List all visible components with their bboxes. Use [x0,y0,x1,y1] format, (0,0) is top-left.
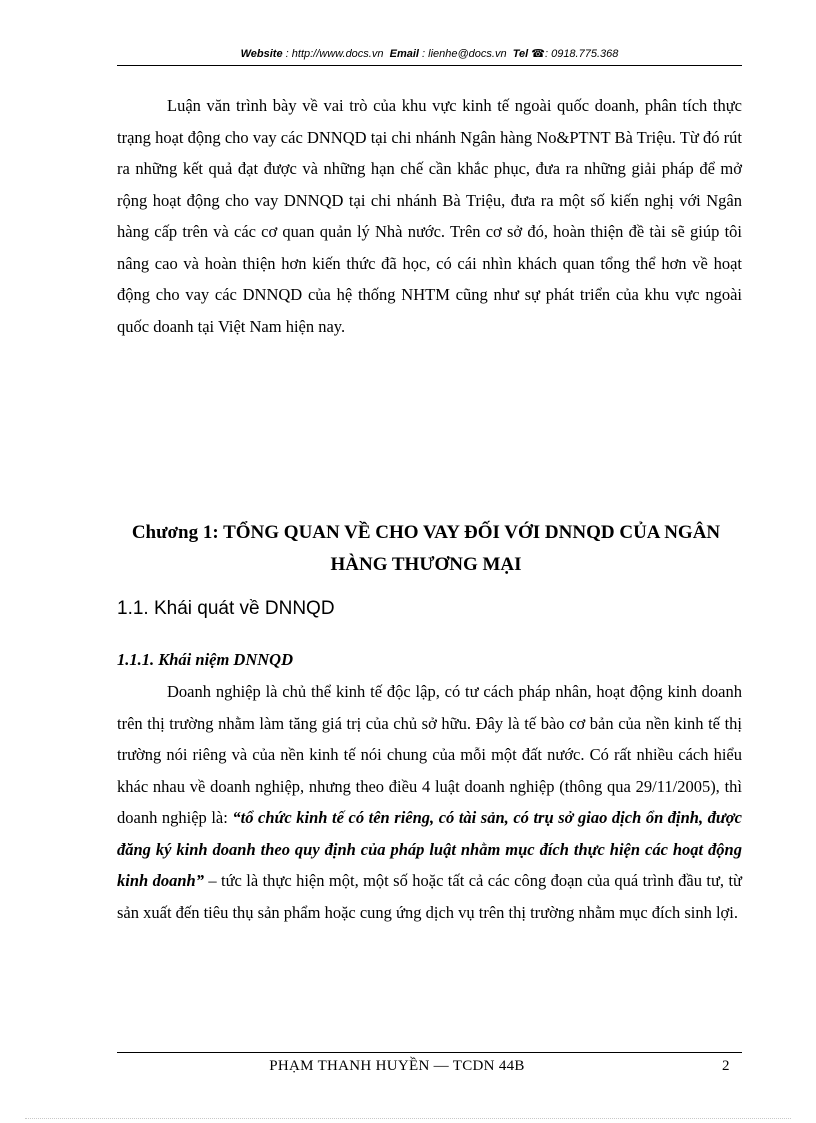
page-number: 2 [722,1058,730,1074]
definition-paragraph [117,676,742,928]
tel-value: : 0918.775.368 [544,48,619,60]
email-label: Email [389,48,419,60]
page-header [117,47,742,60]
tel-label: Tel [512,48,529,60]
definition-intro: Doanh nghiệp là chủ thể kinh tế độc lập, có tư cách pháp nhân, hoạt động kinh doanh trên thị trường nhằm làm tăng giá trị của chủ sở hữu. Đây là tế bào cơ bản của nền kinh tế thị trường nói riêng và của nền kinh tế nói chung của mỗi một đất nước. Có rất nhiều cách hiểu khác nhau về doanh nghiệp, nhưng theo điều 4 luật doanh nghiệp (thông qua 29/11/2005), thì doanh nghiệp là: [117,682,742,827]
website-label: Website [240,48,283,60]
definition-quote: “tổ chức kinh tế có tên riêng, có tài sản, có trụ sở giao dịch ổn định, được đăng ký kinh doanh theo quy định của pháp luật nhằm mục đích thực hiện các hoạt động kinh doanh” [117,808,742,890]
intro-paragraph: Luận văn trình bày về vai trò của khu vực kinh tế ngoài quốc doanh, phân tích thực trạng hoạt động cho vay các DNNQD tại chi nhánh Ngân hàng No&PTNT Bà Triệu. Từ đó rút ra những kết quả đạt được và những hạn chế cần khắc phục, đưa ra những giải pháp để mở rộng hoạt động cho vay DNNQD tại chi nhánh Bà Triệu, đưa ra một số kiến nghị với Ngân hàng cấp trên và các cơ quan quản lý Nhà nước. Trên cơ sở đó, hoàn thiện đề tài sẽ giúp tôi nâng cao và hoàn thiện hơn kiến thức đã học, có cái nhìn khách quan tổng thể hơn về hoạt động cho vay các DNNQD của hệ thống NHTM cũng như sự phát triển của khu vực ngoài quốc doanh tại Việt Nam hiện nay. [117,96,742,336]
definition-explanation: – tức là thực hiện một, một số hoặc tất cả các công đoạn của quá trình đầu tư, từ sản xuất đến tiêu thụ sản phẩm hoặc cung ứng dịch vụ trên thị trường nhằm mục đích sinh lợi. [117,871,742,922]
chapter-title: Chương 1: TỔNG QUAN VỀ CHO VAY ĐỐI VỚI DNNQD CỦA NGÂN HÀNG THƯƠNG MẠI [131,522,721,575]
website-value: : http://www.docs.vn [285,48,384,60]
header-divider [117,65,742,66]
email-value: : lienhe@docs.vn [422,48,507,60]
section-heading: 1.1. Khái quát về DNNQD [117,598,335,619]
subsection-heading: 1.1.1. Khái niệm DNNQD [117,650,294,669]
phone-icon: ☎ [531,48,545,60]
footer-divider [117,1052,742,1053]
page-edge-dotted-line [25,1118,791,1119]
footer-author: PHẠM THANH HUYỀN — TCDN 44B [269,1058,525,1074]
